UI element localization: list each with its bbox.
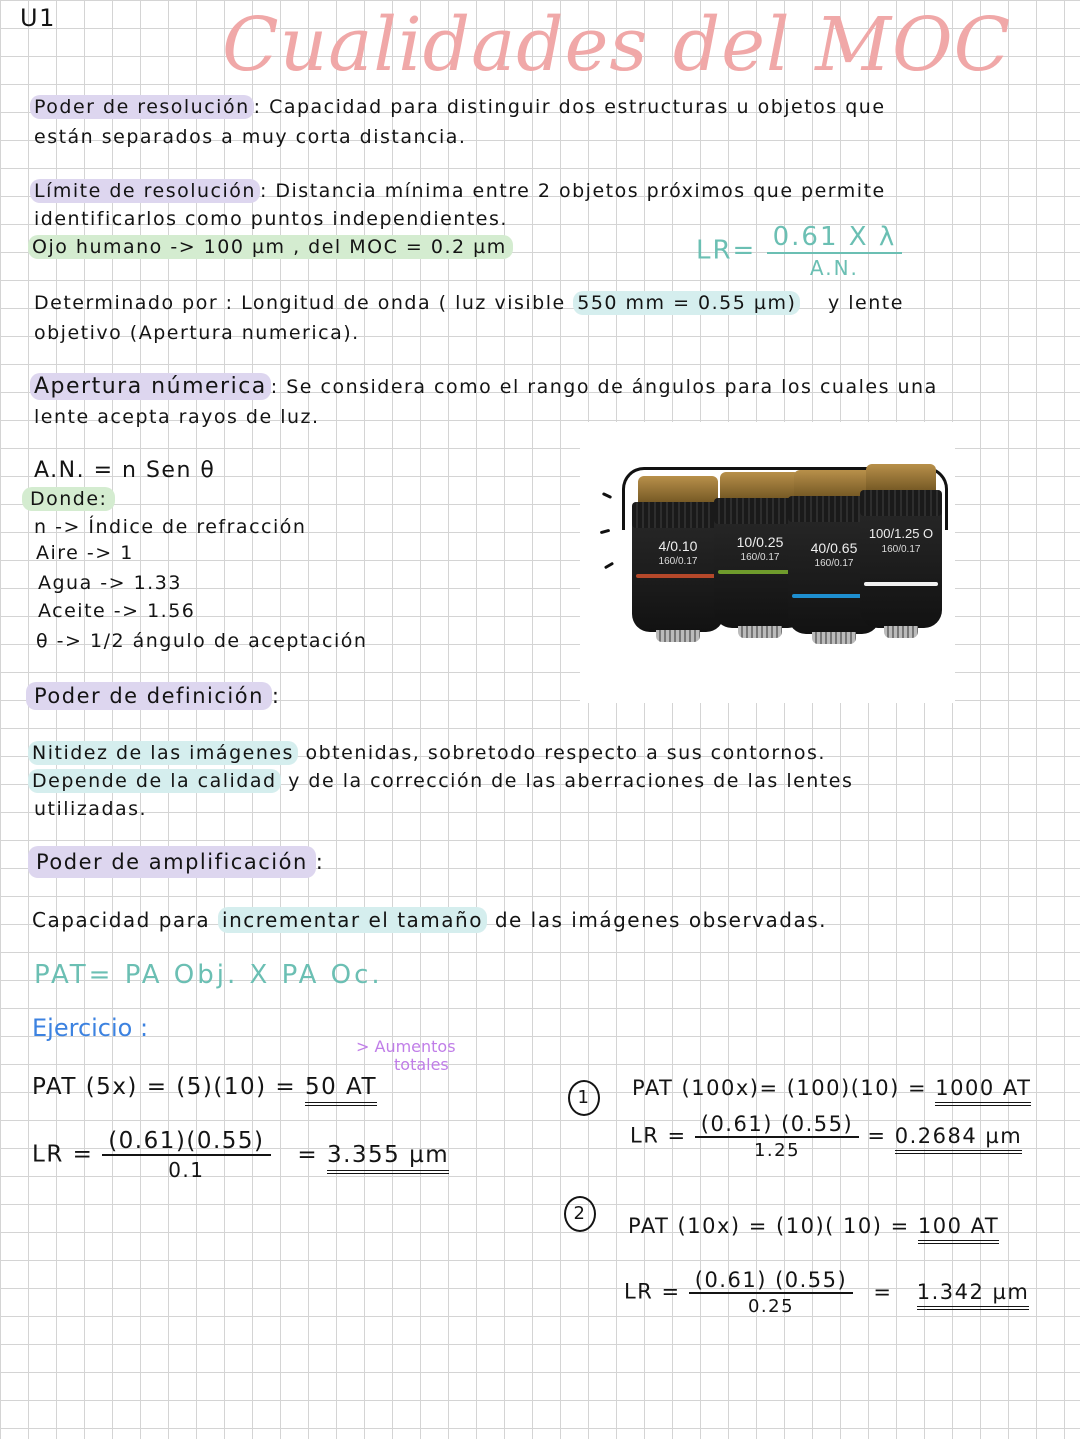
amplificacion-highlight: incrementar el tamaño [218, 907, 487, 933]
emphasis-tick [600, 529, 610, 534]
problem-2-number [564, 1196, 596, 1232]
problem-1-lr-result: 0.2684 µm [895, 1124, 1022, 1154]
apertura-text: : Se considera como el rango de ángulos para los cuales una [270, 376, 938, 398]
poder-amplificacion-heading: Poder de amplificación : [28, 850, 324, 874]
determinado-post: y lente [827, 292, 904, 314]
example-lr-result: 3.355 µm [327, 1142, 449, 1174]
an-item-agua: Agua -> 1.33 [38, 572, 182, 594]
an-item-aire: Aire -> 1 [36, 542, 134, 564]
an-item-aceite: Aceite -> 1.56 [38, 600, 196, 622]
unit-label: U1 [20, 4, 56, 32]
definicion-highlight-2: Depende de la calidad [28, 769, 281, 793]
determinado-pre: Determinado por : Longitud de onda ( luz visible [34, 292, 566, 314]
poder-amplificacion-term: Poder de amplificación [28, 846, 316, 878]
lens-label: 4/0.10 [658, 538, 698, 554]
lens-sublabel: 160/0.17 [814, 558, 854, 569]
lens-label: 10/0.25 [736, 534, 784, 550]
poder-resolucion-text: : Capacidad para distinguir dos estructuras u objetos que [253, 96, 886, 118]
poder-definicion-heading: Poder de definición : [26, 684, 281, 708]
poder-resolucion-line1 [30, 96, 886, 118]
objectives-photo [580, 422, 955, 703]
apertura-line1 [30, 374, 938, 399]
emphasis-tick [602, 492, 612, 499]
problem-2-pat: PAT (10x) = (10)( 10) = 100 AT [628, 1214, 999, 1244]
poder-definicion-term: Poder de definición [26, 682, 272, 710]
example-pat-result: 50 AT [305, 1074, 377, 1106]
donde-label [22, 488, 115, 510]
limite-resolucion-text: : Distancia mínima entre 2 objetos próximos que permite [259, 180, 886, 202]
problem-1-number [568, 1080, 600, 1116]
pat-formula: PAT= PA Obj. X PA Oc. [34, 960, 383, 990]
aumentos-annotation: > Aumentos totales [356, 1037, 456, 1074]
problem-2-lr: LR = $\frac{(0.61) (0.55)}{0.25}$ = 1.342 µm [624, 1268, 1030, 1317]
poder-resolucion-line2: están separados a muy corta distancia. [34, 126, 467, 148]
example-lr: LR = $\frac{(0.61)(0.55)}{0.1}$ = 3.355 µm [32, 1128, 450, 1182]
an-formula: A.N. = n Sen θ [34, 458, 216, 483]
example-pat: PAT (5x) = (5)(10) = 50 AT [32, 1074, 377, 1106]
lr-formula-fraction [767, 222, 903, 280]
lr-formula-lhs: LR= [696, 235, 757, 266]
ejercicio-heading: Ejercicio : [32, 1014, 149, 1042]
limite-resolucion-line2: identificarlos como puntos independientes. [34, 208, 508, 230]
problem-2-pat-result: 100 AT [918, 1214, 999, 1244]
apertura-line2: lente acepta rayos de luz. [34, 406, 320, 428]
determinado-line2: objetivo (Apertura numerica). [34, 322, 360, 344]
resolution-comparison [28, 236, 513, 258]
apertura-term: Apertura númerica [30, 373, 271, 400]
donde-highlight: Donde: [22, 487, 115, 511]
an-item-n: n -> Índice de refracción [34, 516, 307, 538]
color-band-red [636, 574, 720, 578]
definicion-line3: utilizadas. [34, 798, 148, 820]
lr-formula [696, 222, 902, 280]
poder-resolucion-term: Poder de resolución [30, 95, 254, 119]
lens-sublabel: 160/0.17 [658, 556, 698, 567]
limite-resolucion-term: Límite de resolución [30, 179, 260, 203]
lens-label: 100/1.25 O [868, 526, 934, 541]
objective-lens-100x [860, 490, 942, 628]
amplificacion-line: Capacidad para incrementar el tamaño de las imágenes observadas. [32, 908, 828, 932]
lr-formula-numerator: 0.61 X λ [767, 222, 903, 254]
limite-resolucion-line1 [30, 180, 886, 202]
lens-label: 40/0.65 [810, 540, 858, 556]
problem-2-lr-result: 1.342 µm [917, 1280, 1030, 1310]
page-title: Cualidades del MOC [222, 2, 1012, 88]
color-band-white [864, 582, 938, 586]
circled-number: 2 [564, 1196, 596, 1232]
wavelength-highlight: 550 mm = 0.55 µm) [573, 291, 800, 315]
circled-number: 1 [568, 1080, 600, 1116]
determinado-line1 [34, 292, 904, 314]
definicion-highlight-1: Nitidez de las imágenes [28, 741, 298, 765]
objective-lens-4x [632, 502, 724, 632]
problem-1-lr: LR = $\frac{(0.61) (0.55)}{1.25}$ = 0.2684 µm [630, 1112, 1023, 1161]
an-item-theta: θ -> 1/2 ángulo de aceptación [36, 630, 368, 652]
definicion-line1: Nitidez de las imágenes obtenidas, sobretodo respecto a sus contornos. [28, 742, 826, 764]
problem-1-pat-result: 1000 AT [935, 1076, 1031, 1106]
emphasis-tick [604, 562, 614, 570]
comparison-highlight: Ojo humano -> 100 µm , del MOC = 0.2 µm [28, 235, 513, 259]
problem-1-pat: PAT (100x)= (100)(10) = 1000 AT [632, 1076, 1031, 1106]
lens-sublabel: 160/0.17 [881, 544, 921, 555]
definicion-line2: Depende de la calidad y de la corrección de las aberraciones de las lentes [28, 770, 853, 792]
lens-sublabel: 160/0.17 [740, 552, 780, 563]
lr-formula-denominator: A.N. [809, 256, 859, 280]
